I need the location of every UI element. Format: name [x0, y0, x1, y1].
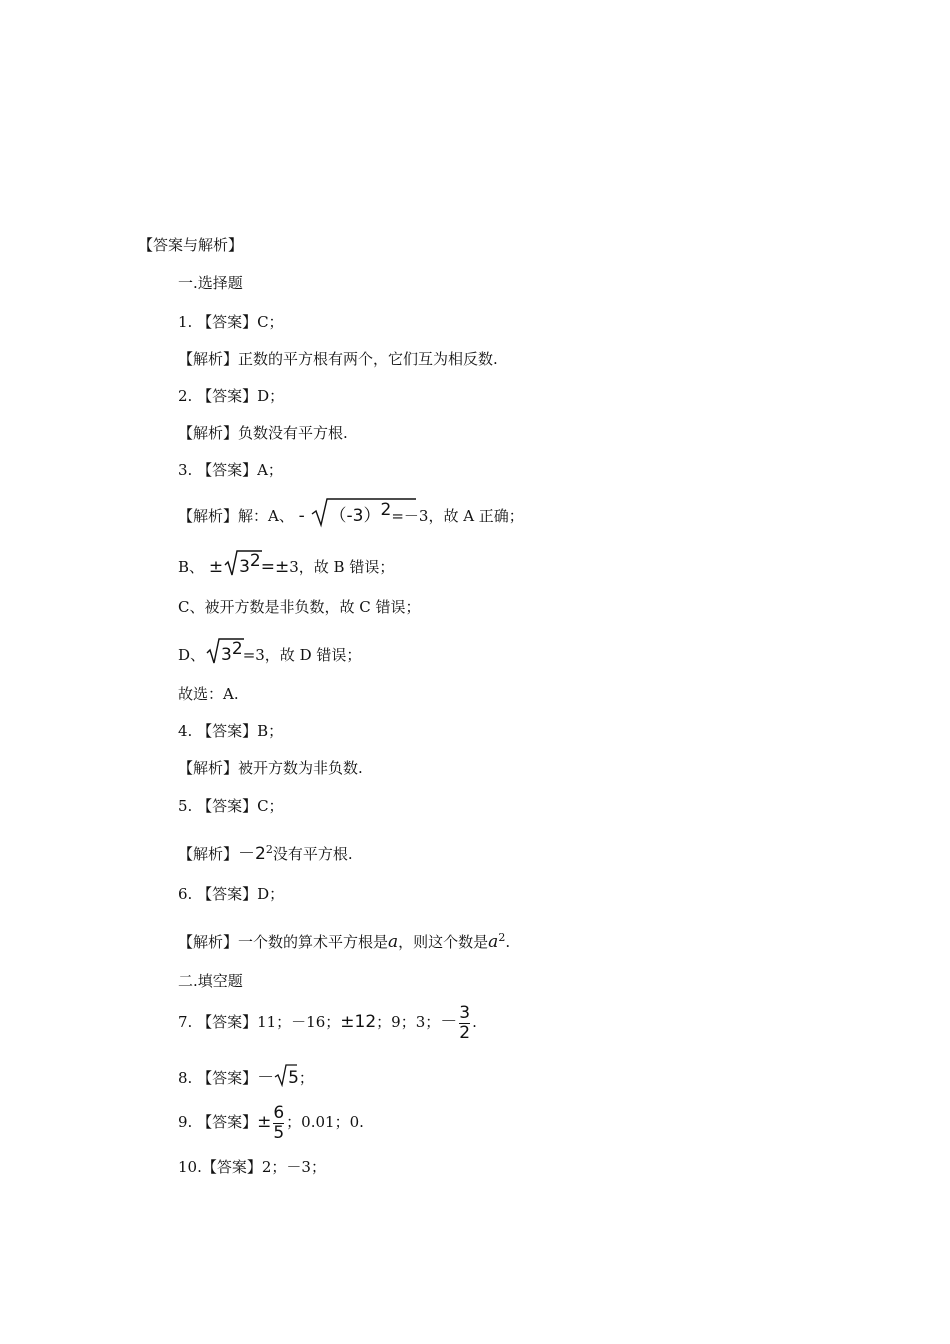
q3-analysis-c: C、被开方数是非负数，故 C 错误；	[178, 598, 421, 616]
q1-answer: 1. 【答案】C；	[178, 313, 284, 331]
q7-answer	[178, 1002, 477, 1043]
q7-neg: －	[440, 1012, 458, 1032]
q3-d-result: =3，故 D 错误；	[242, 646, 362, 664]
q9-prefix: 9. 【答案】	[178, 1113, 258, 1131]
q2-analysis: 【解析】负数没有平方根.	[178, 424, 348, 442]
q3-analysis-d	[178, 634, 361, 675]
q3-answer: 3. 【答案】A；	[178, 461, 283, 479]
q3-a-neg: -	[298, 506, 305, 526]
q7-prefix: 7. 【答案】11；－16；	[178, 1013, 341, 1031]
q5-analysis	[178, 840, 353, 864]
q3-b-pm: ±	[208, 557, 224, 577]
q3-a-result: =－3，故 A 正确；	[391, 507, 524, 525]
q3-b-prefix: B、	[178, 558, 205, 576]
q5-analysis-prefix: 【解析】	[178, 845, 239, 863]
q3-a-exp: 2	[380, 500, 392, 520]
q6-answer: 6. 【答案】D；	[178, 885, 285, 903]
q8-answer	[178, 1063, 314, 1095]
q5-exp: 2	[265, 843, 273, 856]
q6-var-a2: a	[488, 932, 499, 952]
q3-d-prefix: D、	[178, 646, 206, 664]
q3-b-radicand: 3	[239, 557, 250, 577]
q1-analysis: 【解析】正数的平方根有两个，它们互为相反数.	[178, 350, 498, 368]
q3-d-radicand: 3	[221, 645, 232, 665]
q4-analysis: 【解析】被开方数为非负数.	[178, 759, 363, 777]
q3-a-prefix: 【解析】解：A、	[178, 507, 294, 525]
q5-expr: －2	[238, 844, 266, 864]
q6-analysis	[178, 928, 510, 952]
q7-end: .	[472, 1013, 477, 1031]
q9-answer	[178, 1102, 364, 1143]
q4-answer: 4. 【答案】B；	[178, 722, 284, 740]
q10-answer: 10.【答案】2；－3；	[178, 1158, 326, 1176]
q9-fraction	[273, 1104, 284, 1143]
q3-b-result: 3，故 B 错误；	[289, 558, 395, 576]
q3-a-radicand: （-3）	[329, 506, 381, 526]
q3-choose: 故选：A.	[178, 685, 239, 703]
q3-analysis-b	[178, 546, 394, 587]
q7-fraction	[459, 1004, 470, 1043]
answers-title: 【答案与解析】	[138, 236, 244, 254]
q7-pm12: ±12	[340, 1012, 377, 1032]
q3-b-eq: =±	[260, 557, 290, 577]
section-choice-heading: 一.选择题	[178, 274, 243, 292]
section-fill-heading: 二.填空题	[178, 972, 243, 990]
q5-answer: 5. 【答案】C；	[178, 797, 284, 815]
q6-exp: 2	[498, 931, 506, 944]
q8-end: ；	[298, 1069, 314, 1087]
q8-radicand: 5	[288, 1068, 299, 1088]
q3-b-exp: 2	[249, 551, 261, 571]
q5-analysis-suffix: 没有平方根.	[272, 845, 353, 863]
q6-period: .	[505, 933, 511, 951]
q2-answer: 2. 【答案】D；	[178, 387, 285, 405]
q7-numerator: 3	[459, 1002, 471, 1023]
q7-mid: ；9；3；	[376, 1013, 441, 1031]
q6-analysis-mid: ，则这个数是	[398, 933, 489, 951]
q7-denominator: 2	[459, 1022, 471, 1043]
q9-end: ；0.01；0.	[286, 1113, 364, 1131]
q3-analysis-a	[178, 494, 524, 539]
q3-d-exp: 2	[231, 639, 243, 659]
q9-numerator: 6	[273, 1102, 285, 1123]
q8-neg: －	[257, 1068, 275, 1088]
q9-denominator: 5	[273, 1122, 285, 1143]
q6-analysis-prefix: 【解析】一个数的算术平方根是	[178, 933, 389, 951]
q9-pm: ±	[257, 1112, 272, 1132]
q8-prefix: 8. 【答案】	[178, 1069, 258, 1087]
q6-var-a: a	[388, 932, 399, 952]
